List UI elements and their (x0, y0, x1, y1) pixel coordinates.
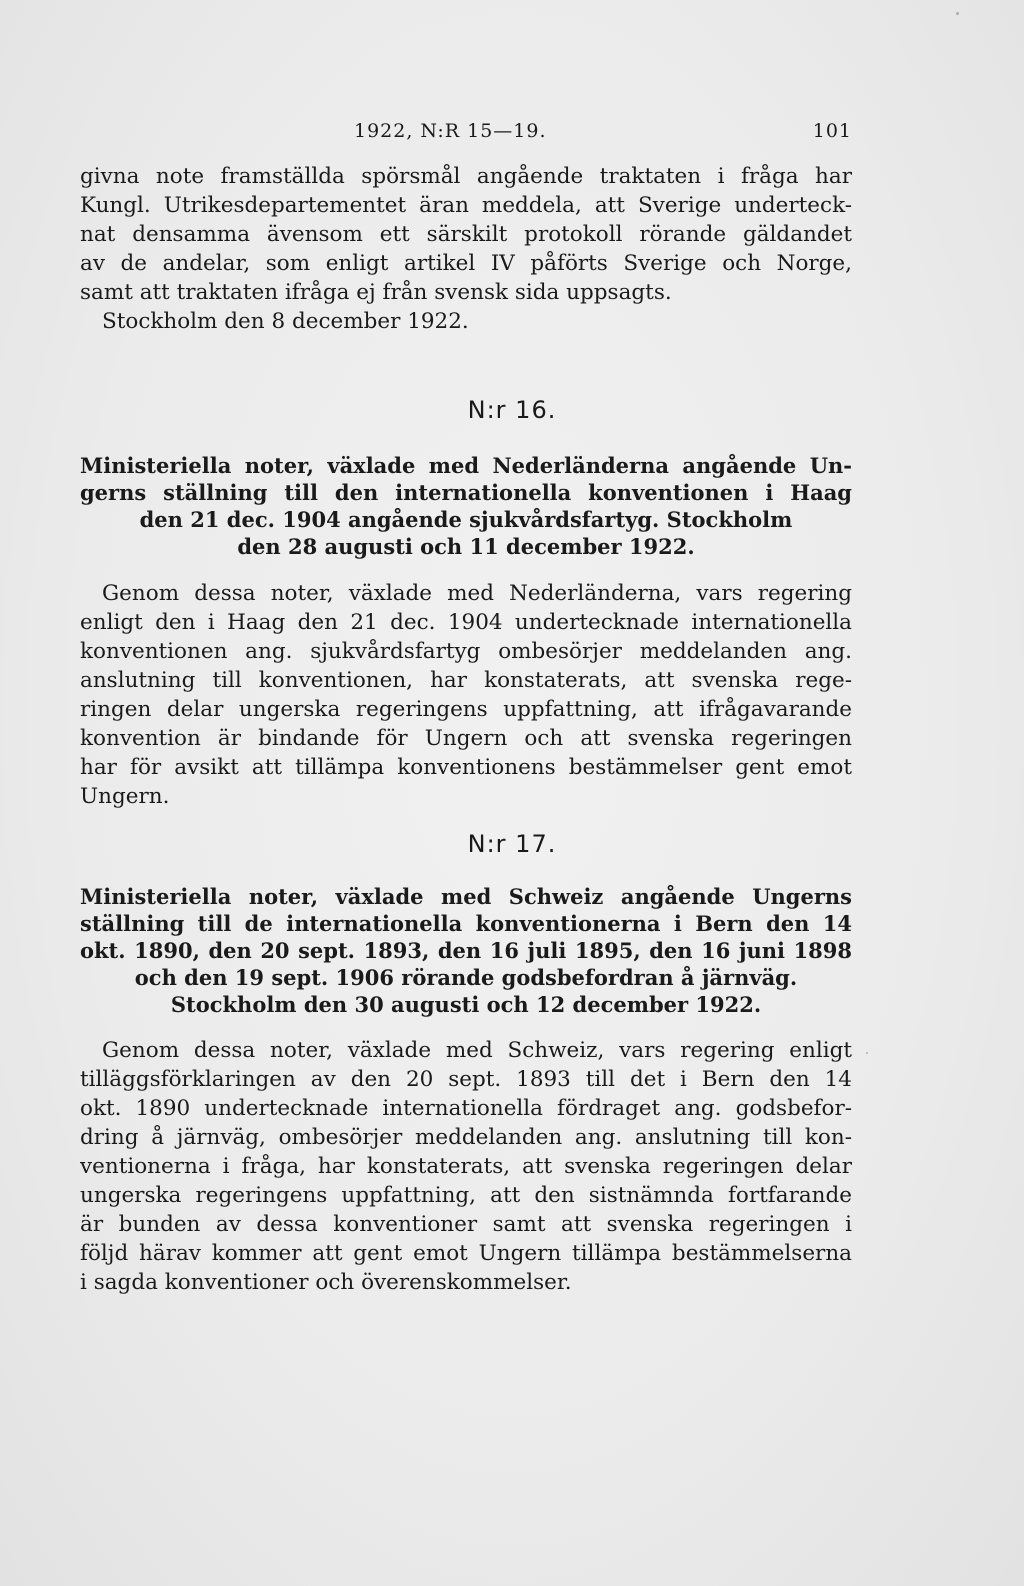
paragraph-line: konventionen ang. sjukvårdsfartyg ombesörjer meddelanden ang. (80, 639, 852, 664)
paragraph-line: Kungl. Utrikesdepartementet äran meddela, att Sverige underteck- (80, 193, 852, 218)
scan-speck (866, 1052, 868, 1054)
title-line: Ministeriella noter, växlade med Schweiz angående Ungerns (80, 884, 852, 909)
title-line: den 28 augusti och 11 december 1922. (237, 534, 695, 559)
paragraph-line: är bunden av dessa konventioner samt att svenska regeringen i (80, 1212, 852, 1237)
paragraph-line: ungerska regeringens uppfattning, att den sistnämnda fortfarande (80, 1183, 852, 1208)
paragraph-line: enligt den i Haag den 21 dec. 1904 undertecknade internationella (80, 610, 852, 635)
paragraph-line: av de andelar, som enligt artikel IV påförts Sverige och Norge, (80, 251, 852, 276)
paragraph-line: ventionerna i fråga, har konstaterats, att svenska regeringen delar (80, 1154, 852, 1179)
paragraph-line: anslutning till konventionen, har konstaterats, att svenska rege- (80, 668, 852, 693)
running-header (80, 120, 852, 148)
section-16-title (80, 452, 852, 560)
title-line: Stockholm den 30 augusti och 12 december 1922. (170, 992, 762, 1017)
paragraph-line: tilläggsförklaringen av den 20 sept. 1893 till det i Bern den 14 (80, 1067, 852, 1092)
paragraph-line: har för avsikt att tillämpa konventionens bestämmelser gent emot (80, 755, 852, 780)
title-line: okt. 1890, den 20 sept. 1893, den 16 juli 1895, den 16 juni 1898 (80, 938, 852, 963)
paragraph-line: ringen delar ungerska regeringens uppfattning, att ifrågavarande (80, 697, 852, 722)
dateline: Stockholm den 8 december 1922. (102, 309, 469, 334)
paragraph-line: Ungern. (80, 784, 170, 809)
title-line: den 21 dec. 1904 angående sjukvårdsfartyg. Stockholm (139, 507, 793, 532)
paragraph-line: i sagda konventioner och överenskommelser. (80, 1270, 572, 1295)
paragraph-line: nat densamma ävensom ett särskilt protokoll rörande gäldandet (80, 222, 852, 247)
section-number-16: N:r 16. (467, 396, 557, 424)
paragraph-line: Genom dessa noter, växlade med Schweiz, vars regering enligt (102, 1038, 852, 1063)
paragraph-line: följd härav kommer att gent emot Ungern tillämpa bestämmelserna (80, 1241, 852, 1266)
paragraph-line: konvention är bindande för Ungern och att svenska regeringen (80, 726, 852, 751)
title-line: Ministeriella noter, växlade med Nederländerna angående Un- (80, 453, 852, 478)
paragraph-line: okt. 1890 undertecknade internationella fördraget ang. godsbefor- (80, 1096, 852, 1121)
scan-speck (956, 12, 959, 15)
paragraph-line: dring å järnväg, ombesörjer meddelanden ang. anslutning till kon- (80, 1125, 852, 1150)
paragraph-line: Genom dessa noter, växlade med Nederländerna, vars regering (102, 581, 852, 606)
title-line: gerns ställning till den internationella konventionen i Haag (80, 480, 852, 505)
opening-paragraph (80, 162, 852, 336)
issue-reference: 1922, N:R 15—19. (354, 120, 547, 142)
section-17-title (80, 883, 852, 1018)
title-line: ställning till de internationella konventionerna i Bern den 14 (80, 911, 852, 936)
paragraph-line: givna note framställda spörsmål angående traktaten i fråga har (80, 164, 852, 189)
title-line: och den 19 sept. 1906 rörande godsbefordran å järnväg. (134, 965, 798, 990)
section-17-body (80, 1036, 852, 1297)
section-16-body (80, 579, 852, 811)
page-number: 101 (812, 120, 852, 142)
section-number-17: N:r 17. (467, 830, 557, 858)
paragraph-line: samt att traktaten ifråga ej från svensk sida uppsagts. (80, 280, 672, 305)
